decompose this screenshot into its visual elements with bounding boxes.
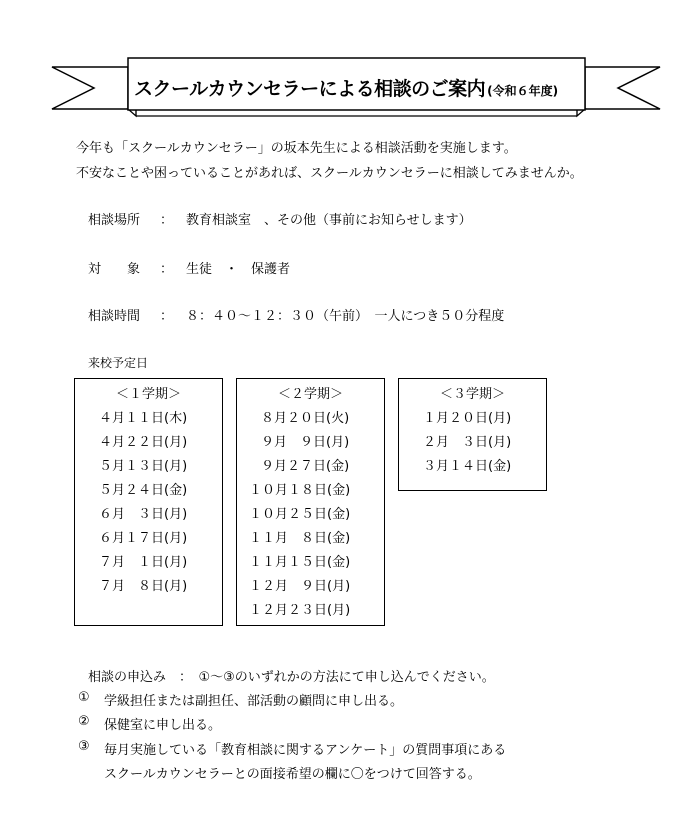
time-value: ８：４０～１２：３０（午前） 一人につき５０分程度 xyxy=(186,309,505,324)
apply-label: 相談の申込み ： ①～③のいずれかの方法にて申し込んでください。 xyxy=(88,670,495,685)
term-title: ＜３学期＞ xyxy=(439,387,505,402)
visit-date: ３月１４日(金) xyxy=(423,459,512,474)
visit-schedule-label: 来校予定日 xyxy=(88,356,149,370)
target-value: 生徒 ・ 保護者 xyxy=(186,262,291,277)
visit-date: ４月２２日(月) xyxy=(99,435,188,450)
method-number: ① xyxy=(78,690,90,705)
visit-date: ６月 ３日(月) xyxy=(99,507,188,522)
visit-date: ２月 ３日(月) xyxy=(423,435,512,450)
visit-date: ５月１３日(月) xyxy=(99,459,188,474)
visit-date: １２月 ９日(月) xyxy=(249,579,351,594)
info-row-time xyxy=(88,305,504,324)
method-2 xyxy=(78,714,221,733)
visit-date: １０月１８日(金) xyxy=(249,483,351,498)
intro-line-1: 今年も「スクールカウンセラー」の坂本先生による相談活動を実施します。 xyxy=(76,141,517,156)
term-title: ＜１学期＞ xyxy=(115,387,181,402)
page-title: スクールカウンセラーによる相談のご案内 xyxy=(134,78,486,100)
place-label: 相談場所 xyxy=(88,213,141,228)
target-colon: ： xyxy=(160,262,174,277)
place-value: 教育相談室 、その他（事前にお知らせします） xyxy=(186,213,472,228)
method-3 xyxy=(78,739,506,758)
term-box-2 xyxy=(236,378,385,626)
banner-title xyxy=(134,74,584,98)
term-box-1 xyxy=(74,378,223,626)
visit-date: ４月１１日(木) xyxy=(99,411,188,426)
visit-date: ９月 ９日(月) xyxy=(261,435,350,450)
visit-date: ６月１７日(月) xyxy=(99,531,188,546)
title-banner xyxy=(0,0,695,130)
intro-line-2: 不安なことや困っていることがあれば、スクールカウンセラーに相談してみませんか。 xyxy=(76,166,583,181)
method-number: ③ xyxy=(78,739,90,754)
info-row-place xyxy=(88,209,472,228)
page-subtitle: (令和６年度) xyxy=(487,84,559,98)
place-colon: ： xyxy=(160,213,174,228)
visit-date: ７月 １日(月) xyxy=(99,555,188,570)
visit-date: １０月２５日(金) xyxy=(249,507,351,522)
info-row-target xyxy=(88,258,290,277)
method-text: 学級担任または副担任、部活動の顧問に申し出る。 xyxy=(104,694,404,709)
target-label: 対 象 xyxy=(88,262,141,277)
visit-date: ５月２４日(金) xyxy=(99,483,188,498)
visit-date: ８月２０日(火) xyxy=(261,411,350,426)
visit-date: １月２０日(月) xyxy=(423,411,512,426)
visit-date: １１月 ８日(金) xyxy=(249,531,351,546)
term-box-3 xyxy=(398,378,547,491)
time-colon: ： xyxy=(160,309,174,324)
visit-date: １２月２３日(月) xyxy=(249,603,351,618)
visit-date: ９月２７日(金) xyxy=(261,459,350,474)
visit-date: １１月１５日(金) xyxy=(249,555,351,570)
method-3-continued: スクールカウンセラーとの面接希望の欄に〇をつけて回答する。 xyxy=(104,767,481,782)
visit-date: ７月 ８日(月) xyxy=(99,579,188,594)
method-1 xyxy=(78,690,403,709)
time-label: 相談時間 xyxy=(88,309,141,324)
method-text: 保健室に申し出る。 xyxy=(104,718,222,733)
term-title: ＜２学期＞ xyxy=(277,387,343,402)
method-number: ② xyxy=(78,714,90,729)
method-text: 毎月実施している「教育相談に関するアンケート」の質問事項にある xyxy=(104,743,507,758)
